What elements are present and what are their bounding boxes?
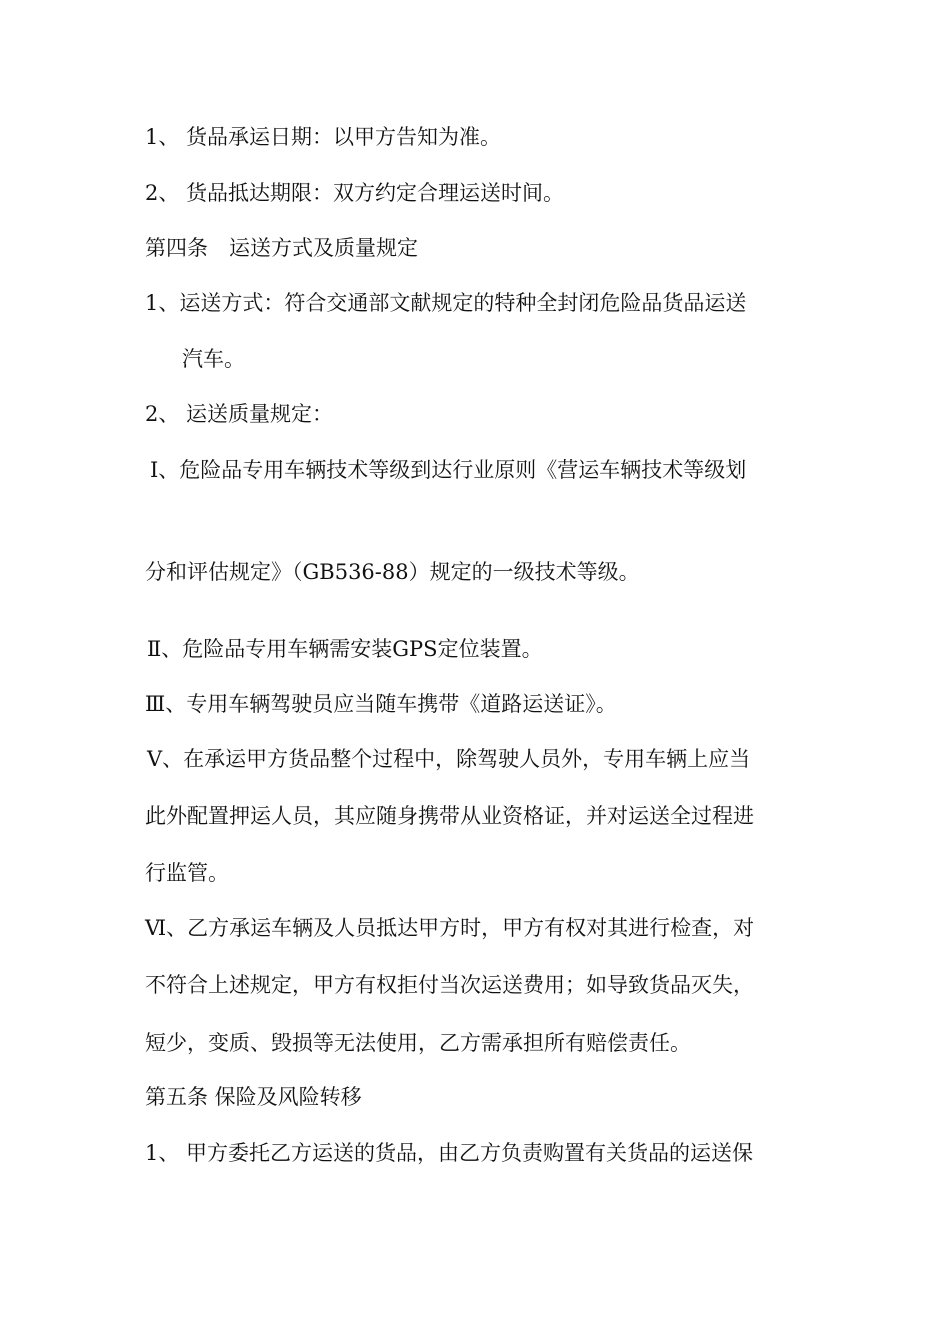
text-line: 2、 货品抵达期限：双方约定合理运送时间。 [145,181,565,205]
text-line: 汽车。 [182,347,245,371]
text-line: 短少，变质、毁损等无法使用，乙方需承担所有赔偿责任。 [145,1031,691,1055]
text-line: 此外配置押运人员，其应随身携带从业资格证，并对运送全过程进 [145,804,754,828]
text-line: Ⅰ、危险品专用车辆技术等级到达行业原则《营运车辆技术等级划 [150,458,747,482]
text-line: 2、 运送质量规定： [145,402,334,426]
text-line: 1、 货品承运日期：以甲方告知为准。 [145,125,502,149]
text-line: Ⅱ、危险品专用车辆需安装GPS定位装置。 [147,637,543,661]
text-line: 不符合上述规定，甲方有权拒付当次运送费用；如导致货品灭失， [145,973,754,997]
text-line: Ⅲ、专用车辆驾驶员应当随车携带《道路运送证》。 [145,692,617,716]
text-line: 1、 甲方委托乙方运送的货品，由乙方负责购置有关货品的运送保 [145,1141,754,1165]
text-line: 行监管。 [145,861,229,885]
section-heading: 第四条 运送方式及质量规定 [145,236,418,260]
text-line: 分和评估规定》（GB536-88）规定的一级技术等级。 [145,560,640,584]
text-line: Ⅴ、在承运甲方货品整个过程中，除驾驶人员外，专用车辆上应当 [147,747,751,771]
text-line: Ⅵ、乙方承运车辆及人员抵达甲方时，甲方有权对其进行检查，对 [145,916,755,940]
section-heading: 第五条 保险及风险转移 [145,1085,362,1109]
text-line: 1、运送方式：符合交通部文献规定的特种全封闭危险品货品运送 [145,291,747,315]
